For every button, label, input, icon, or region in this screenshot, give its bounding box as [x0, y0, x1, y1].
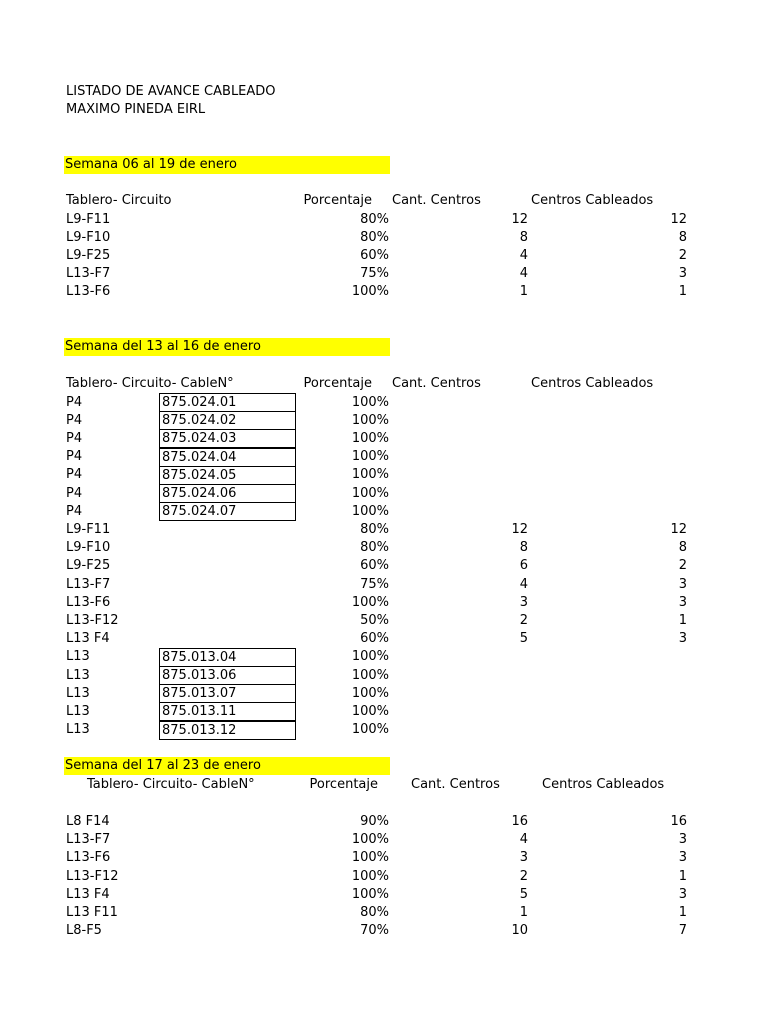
- row-cant-centros: 6: [519, 558, 528, 574]
- row-cable-number: 875.024.06: [159, 484, 296, 503]
- row-circuit: L13-F12: [66, 868, 119, 884]
- row-percentage: 100%: [351, 412, 389, 428]
- row-percentage: 100%: [351, 685, 389, 701]
- row-centros-cableados: 1: [678, 868, 687, 884]
- row-cant-centros: 2: [519, 612, 528, 628]
- row-cant-centros: 5: [519, 631, 528, 647]
- row-cant-centros: 8: [519, 229, 528, 245]
- row-centros-cableados: 2: [678, 247, 687, 263]
- row-centros-cableados: 7: [678, 923, 687, 939]
- row-centros-cableados: 3: [678, 631, 687, 647]
- section-2-col-centros-cableados: Centros Cableados: [531, 376, 654, 391]
- section-3-title: Semana del 17 al 23 de enero: [64, 757, 390, 775]
- row-cable-number: 875.013.06: [159, 666, 296, 685]
- row-cant-centros: 4: [519, 247, 528, 263]
- row-percentage: 50%: [360, 612, 389, 628]
- row-circuit: L9-F25: [66, 558, 111, 574]
- section-2-col-percentage: Porcentaje: [303, 376, 372, 391]
- row-centros-cableados: 16: [670, 814, 687, 829]
- row-centros-cableados: 3: [678, 850, 687, 866]
- row-cant-centros: 3: [519, 594, 528, 610]
- row-cant-centros: 4: [519, 576, 528, 592]
- row-percentage: 100%: [351, 503, 389, 519]
- row-circuit: P4: [66, 430, 83, 446]
- row-circuit: P4: [66, 412, 83, 428]
- row-cant-centros: 2: [519, 868, 528, 884]
- row-cable-number: 875.013.11: [159, 702, 296, 721]
- row-percentage: 60%: [360, 631, 389, 647]
- row-percentage: 75%: [360, 266, 389, 282]
- row-circuit: L9-F11: [66, 521, 111, 537]
- row-cant-centros: 1: [519, 905, 528, 920]
- row-percentage: 75%: [360, 576, 389, 592]
- row-circuit: P4: [66, 485, 83, 501]
- row-circuit: L13-F7: [66, 576, 111, 592]
- row-centros-cableados: 3: [678, 266, 687, 282]
- row-cable-number: 875.024.01: [159, 393, 296, 412]
- section-3-col-circuit: Tablero- Circuito- CableN°: [87, 777, 255, 792]
- row-circuit: L13 F4: [66, 886, 110, 902]
- row-percentage: 80%: [360, 905, 389, 920]
- row-circuit: L13-F6: [66, 850, 111, 866]
- row-cable-number: 875.024.05: [159, 466, 296, 485]
- row-circuit: P4: [66, 394, 83, 410]
- section-1-col-centros-cableados: Centros Cableados: [531, 193, 654, 208]
- row-circuit: L13-F7: [66, 832, 111, 848]
- row-percentage: 70%: [360, 923, 389, 939]
- row-percentage: 100%: [351, 722, 389, 738]
- row-circuit: L9-F10: [66, 229, 111, 245]
- row-circuit: L13: [66, 649, 90, 665]
- section-1-col-circuit: Tablero- Circuito: [66, 193, 172, 208]
- row-cable-number: 875.024.07: [159, 502, 296, 521]
- row-circuit: L8-F5: [66, 923, 102, 939]
- section-1-col-percentage: Porcentaje: [303, 193, 372, 208]
- row-cant-centros: 8: [519, 540, 528, 556]
- row-centros-cableados: 3: [678, 886, 687, 902]
- row-percentage: 100%: [351, 667, 389, 683]
- row-percentage: 80%: [360, 521, 389, 537]
- row-cant-centros: 1: [519, 284, 528, 300]
- row-centros-cableados: 8: [678, 229, 687, 245]
- row-cable-number: 875.013.12: [159, 721, 296, 740]
- row-percentage: 100%: [351, 449, 389, 465]
- row-centros-cableados: 1: [678, 284, 687, 300]
- row-centros-cableados: 2: [678, 558, 687, 574]
- row-percentage: 100%: [351, 886, 389, 902]
- section-1-title: Semana 06 al 19 de enero: [64, 156, 390, 174]
- row-percentage: 60%: [360, 247, 389, 263]
- row-percentage: 90%: [360, 814, 389, 829]
- row-cable-number: 875.013.07: [159, 684, 296, 703]
- row-cable-number: 875.024.02: [159, 411, 296, 430]
- row-percentage: 100%: [351, 868, 389, 884]
- row-percentage: 100%: [351, 832, 389, 848]
- document-title: LISTADO DE AVANCE CABLEADO: [66, 84, 276, 99]
- row-percentage: 100%: [351, 430, 389, 446]
- row-circuit: P4: [66, 503, 83, 519]
- row-percentage: 80%: [360, 229, 389, 245]
- row-centros-cableados: 12: [670, 211, 687, 227]
- row-circuit: L13-F6: [66, 284, 111, 300]
- row-percentage: 100%: [351, 594, 389, 610]
- row-cant-centros: 12: [511, 521, 528, 537]
- company-name: MAXIMO PINEDA EIRL: [66, 102, 206, 117]
- row-centros-cableados: 3: [678, 594, 687, 610]
- row-cable-number: 875.024.04: [159, 448, 296, 467]
- row-percentage: 100%: [351, 850, 389, 866]
- row-centros-cableados: 12: [670, 521, 687, 537]
- row-circuit: L13 F4: [66, 631, 110, 647]
- row-circuit: L13: [66, 703, 90, 719]
- row-circuit: L8 F14: [66, 814, 110, 829]
- row-percentage: 100%: [351, 284, 389, 300]
- row-centros-cableados: 3: [678, 832, 687, 848]
- row-centros-cableados: 1: [678, 612, 687, 628]
- row-cant-centros: 16: [511, 814, 528, 829]
- row-cant-centros: 10: [511, 923, 528, 939]
- row-percentage: 80%: [360, 540, 389, 556]
- row-circuit: L13 F11: [66, 905, 118, 920]
- row-centros-cableados: 8: [678, 540, 687, 556]
- row-percentage: 100%: [351, 649, 389, 665]
- row-percentage: 60%: [360, 558, 389, 574]
- row-cant-centros: 4: [519, 266, 528, 282]
- row-percentage: 100%: [351, 394, 389, 410]
- row-cant-centros: 3: [519, 850, 528, 866]
- row-circuit: L9-F25: [66, 247, 111, 263]
- row-percentage: 80%: [360, 211, 389, 227]
- row-circuit: L13: [66, 667, 90, 683]
- row-circuit: L13-F7: [66, 266, 111, 282]
- row-percentage: 100%: [351, 703, 389, 719]
- row-percentage: 100%: [351, 467, 389, 483]
- row-cant-centros: 12: [511, 211, 528, 227]
- row-circuit: L13: [66, 722, 90, 738]
- row-circuit: L13-F6: [66, 594, 111, 610]
- section-2-col-cant-centros: Cant. Centros: [392, 376, 481, 391]
- row-cant-centros: 4: [519, 832, 528, 848]
- section-2-title: Semana del 13 al 16 de enero: [64, 338, 390, 356]
- section-3-col-percentage: Porcentaje: [309, 777, 378, 792]
- row-cable-number: 875.024.03: [159, 429, 296, 448]
- section-3-col-cant-centros: Cant. Centros: [411, 777, 500, 792]
- row-cable-number: 875.013.04: [159, 648, 296, 667]
- row-circuit: L13-F12: [66, 612, 119, 628]
- row-circuit: P4: [66, 467, 83, 483]
- row-circuit: P4: [66, 449, 83, 465]
- row-circuit: L9-F10: [66, 540, 111, 556]
- row-cant-centros: 5: [519, 886, 528, 902]
- section-2-col-circuit: Tablero- Circuito- CableN°: [66, 376, 234, 391]
- row-centros-cableados: 3: [678, 576, 687, 592]
- row-percentage: 100%: [351, 485, 389, 501]
- section-3-col-centros-cableados: Centros Cableados: [542, 777, 665, 792]
- row-circuit: L9-F11: [66, 211, 111, 227]
- row-centros-cableados: 1: [678, 905, 687, 920]
- section-1-col-cant-centros: Cant. Centros: [392, 193, 481, 208]
- row-circuit: L13: [66, 685, 90, 701]
